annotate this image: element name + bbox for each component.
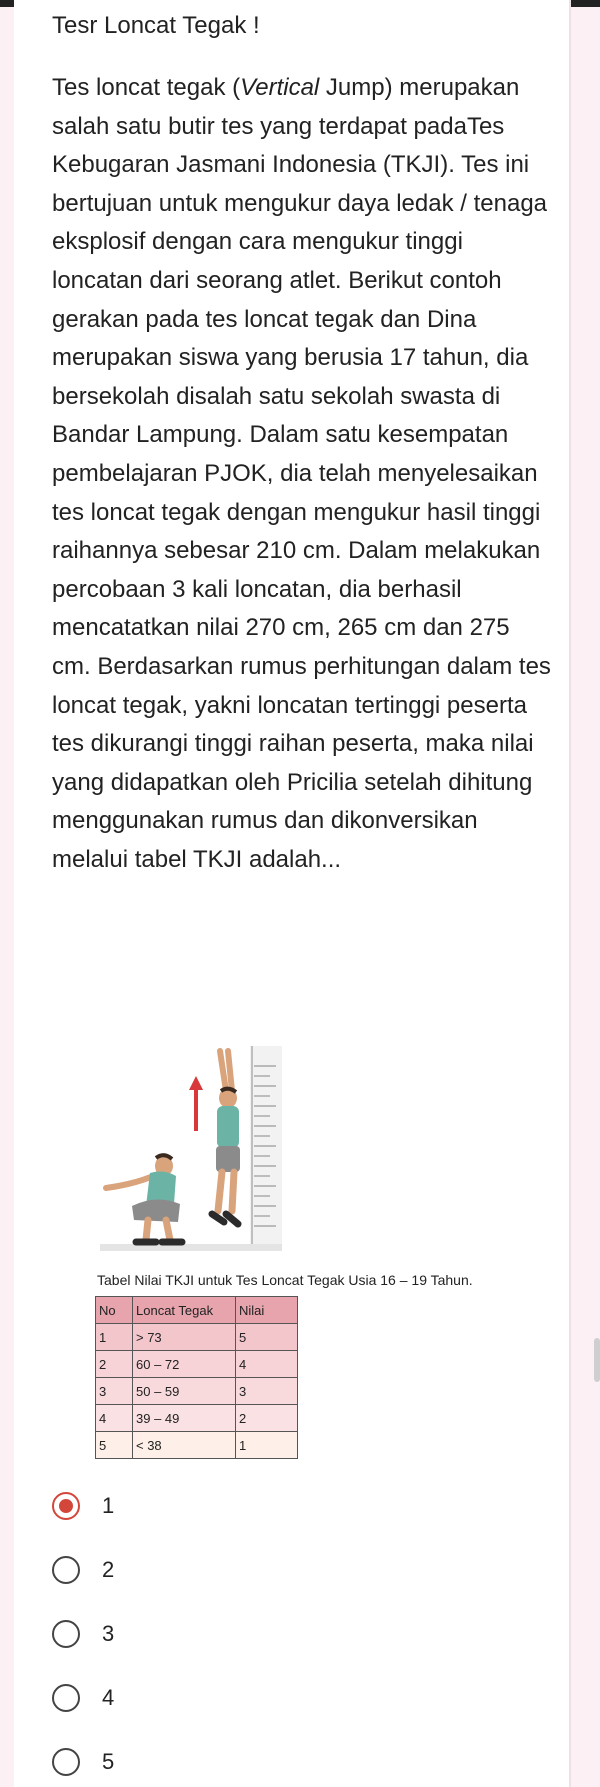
answer-option-1[interactable] [52, 1490, 114, 1522]
option-label: 3 [102, 1621, 115, 1646]
cell-nilai: 5 [236, 1324, 298, 1351]
option-label: 2 [102, 1557, 115, 1582]
table-header-row [96, 1297, 298, 1324]
table-row [96, 1324, 298, 1351]
radio-button[interactable] [52, 1748, 80, 1776]
tkji-score-table [95, 1296, 298, 1459]
radio-button-selected[interactable] [52, 1492, 80, 1520]
answer-option-4[interactable] [52, 1682, 114, 1714]
cell-no: 1 [96, 1324, 133, 1351]
scrollbar-thumb[interactable] [594, 1338, 600, 1382]
question-text-italic: Vertical [240, 74, 320, 101]
cell-nilai: 3 [236, 1378, 298, 1405]
card-edge [569, 0, 571, 1787]
option-label: 4 [102, 1685, 115, 1710]
option-label: 1 [102, 1493, 115, 1518]
table-row [96, 1378, 298, 1405]
cell-no: 4 [96, 1405, 133, 1432]
header-no: No [96, 1297, 133, 1324]
radio-button[interactable] [52, 1684, 80, 1712]
header-nilai: Nilai [236, 1297, 298, 1324]
cell-no: 2 [96, 1351, 133, 1378]
answer-option-5[interactable] [52, 1746, 114, 1778]
cell-nilai: 1 [236, 1432, 298, 1459]
header-loncat-tegak: Loncat Tegak [133, 1297, 236, 1324]
cell-loncat-tegak: 60 – 72 [133, 1351, 236, 1378]
cell-loncat-tegak: 50 – 59 [133, 1378, 236, 1405]
option-label: 5 [102, 1749, 115, 1774]
question-text-rest: Jump) merupakan salah satu butir tes yang terdapat padaTes Kebugaran Jasmani Indonesia (TKJI). Tes ini bertujuan untuk mengukur daya ledak / tenaga eksplosif dengan cara mengukur tinggi loncatan dari seorang atlet. Berikut contoh gerakan pada tes loncat tegak dan Dina merupakan siswa yang berusia 17 tahun, dia bersekolah disalah satu sekolah swasta di Bandar Lampung. Dalam satu kesempatan pembelajaran PJOK, dia telah menyelesaikan tes loncat tegak dengan mengukur hasil tinggi raihannya sebesar 210 cm. Dalam melakukan percobaan 3 kali loncatan, dia berhasil mencatatkan nilai 270 cm, 265 cm dan 275 cm. Berdasarkan rumus perhitungan dalam tes loncat tegak, yakni loncatan tertinggi peserta tes dikurangi tinggi raihan peserta, maka nilai yang didapatkan oleh Pricilia setelah dihitung menggunakan rumus dan dikonversikan melalui tabel TKJI adalah... [52, 74, 551, 873]
question-text [52, 69, 552, 879]
table-row [96, 1351, 298, 1378]
vertical-jump-illustration [100, 1036, 290, 1256]
cell-nilai: 2 [236, 1405, 298, 1432]
radio-selected-dot [59, 1499, 73, 1513]
table-caption: Tabel Nilai TKJI untuk Tes Loncat Tegak Usia 16 – 19 Tahun. [97, 1272, 473, 1288]
table-row [96, 1432, 298, 1459]
answer-option-2[interactable] [52, 1554, 114, 1586]
question-title: Tesr Loncat Tegak ! [52, 12, 260, 39]
question-text-start: Tes loncat tegak ( [52, 74, 241, 101]
answer-option-3[interactable] [52, 1618, 114, 1650]
table-row [96, 1405, 298, 1432]
cell-nilai: 4 [236, 1351, 298, 1378]
cell-no: 5 [96, 1432, 133, 1459]
radio-button[interactable] [52, 1620, 80, 1648]
cell-no: 3 [96, 1378, 133, 1405]
cell-loncat-tegak: 39 – 49 [133, 1405, 236, 1432]
cell-loncat-tegak: > 73 [133, 1324, 236, 1351]
radio-button[interactable] [52, 1556, 80, 1584]
cell-loncat-tegak: < 38 [133, 1432, 236, 1459]
